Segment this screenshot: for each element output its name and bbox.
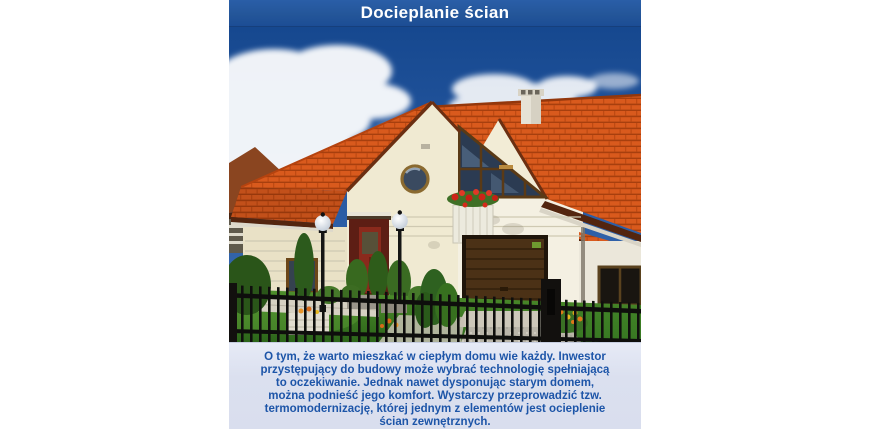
house-photo bbox=[229, 27, 641, 342]
body-text-line: termomodernizację, której jednym z elementów jest ocieplenie bbox=[264, 403, 606, 415]
body-text-line: ścian zewnętrznych. bbox=[379, 416, 491, 428]
round-window bbox=[402, 166, 428, 192]
chimney bbox=[518, 89, 544, 124]
house-photo-illustration bbox=[229, 27, 641, 342]
body-text-line: O tym, że warto mieszkać w ciepłym domu wie każdy. Inwestor bbox=[264, 351, 606, 363]
body-text-line: to oczekiwanie. Jednak nawet dysponując starym domem, bbox=[275, 377, 595, 389]
page-title: Docieplanie ścian bbox=[360, 3, 510, 22]
right-window bbox=[599, 267, 641, 305]
article bbox=[229, 0, 641, 430]
body-text-line: można podnieść jego komfort. Wystarczy przeprowadzić tzw. bbox=[268, 390, 602, 402]
article-header bbox=[229, 0, 641, 27]
body-text-line: przystępujący do budowy może wybrać technologię spełniającą bbox=[260, 364, 610, 376]
article-body bbox=[229, 342, 641, 429]
